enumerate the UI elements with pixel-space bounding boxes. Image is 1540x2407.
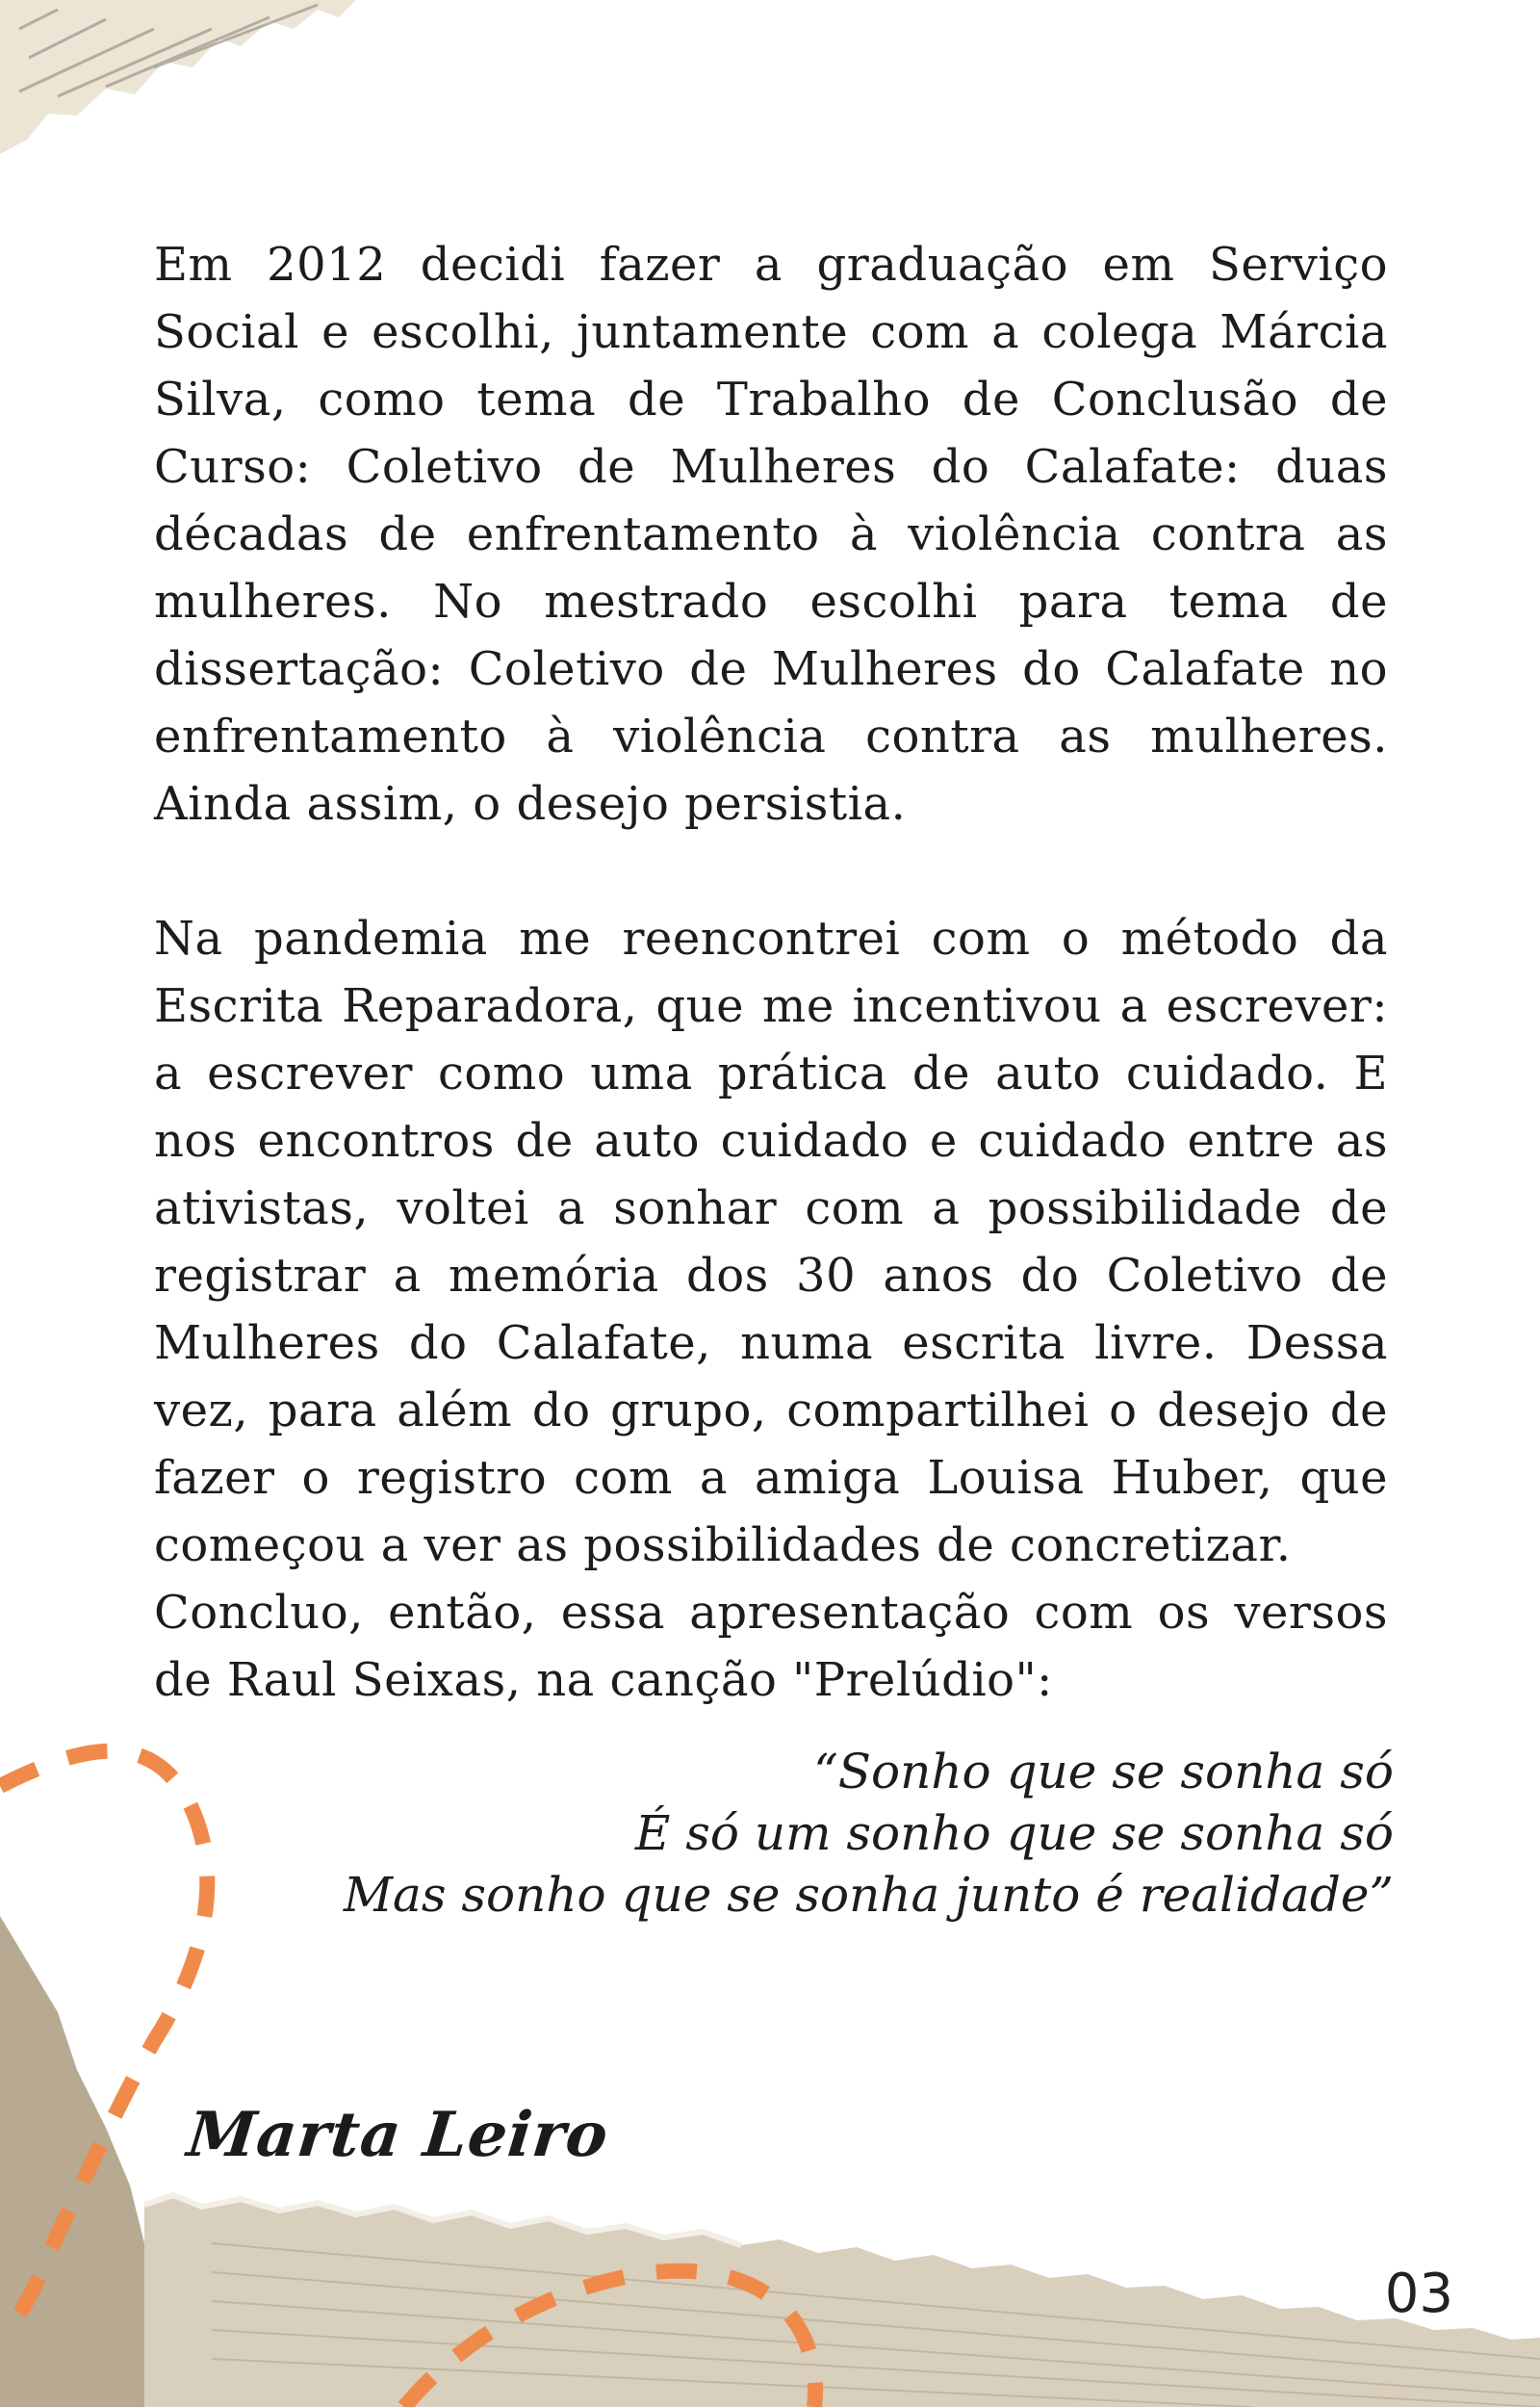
- author-signature: Marta Leiro: [184, 2099, 612, 2171]
- quote-line-1: “Sonho que se sonha só: [813, 1744, 1394, 1799]
- newspaper-scrap-top-left: [0, 0, 356, 154]
- quote-line-2: É só um sonho que se sonha só: [634, 1805, 1394, 1861]
- paragraph-1: Em 2012 decidi fazer a graduação em Serviço Social e escolhi, juntamente com a colega Márcia Silva, como tema de Trabalho de Conclusão de Curso: Coletivo de Mulheres do Calafate: duas décadas de enfrentamento à violência contra as mulheres. No mestrado escolhi para tema de dissertação: Coletivo de Mulheres do Calafate no enfrentamento à violência contra as mulheres. Ainda assim, o desejo persistia.: [154, 238, 1388, 831]
- song-quote: [344, 1741, 1394, 1926]
- page-number: 03: [1384, 2263, 1453, 2325]
- paragraph-3: Concluo, então, essa apresentação com os versos de Raul Seixas, na canção "Prelúdio":: [154, 1586, 1388, 1707]
- quote-line-3: Mas sonho que se sonha junto é realidade”: [343, 1867, 1394, 1923]
- body-text: [154, 231, 1388, 1714]
- torn-paper-strip-bottom: [144, 2195, 1540, 2407]
- paragraph-2: Na pandemia me reencontrei com o método da Escrita Reparadora, que me incentivou a escrever: a escrever como uma prática de auto cuidado. E nos encontros de auto cuidado e cuidado entre as ativistas, voltei a sonhar com a possibilidade de registrar a memória dos 30 anos do Coletivo de Mulheres do Calafate, numa escrita livre. Dessa vez, para além do grupo, compartilhei o desejo de fazer o registro com a amiga Louisa Huber, que começou a ver as possibilidades de concretizar.: [154, 912, 1388, 1572]
